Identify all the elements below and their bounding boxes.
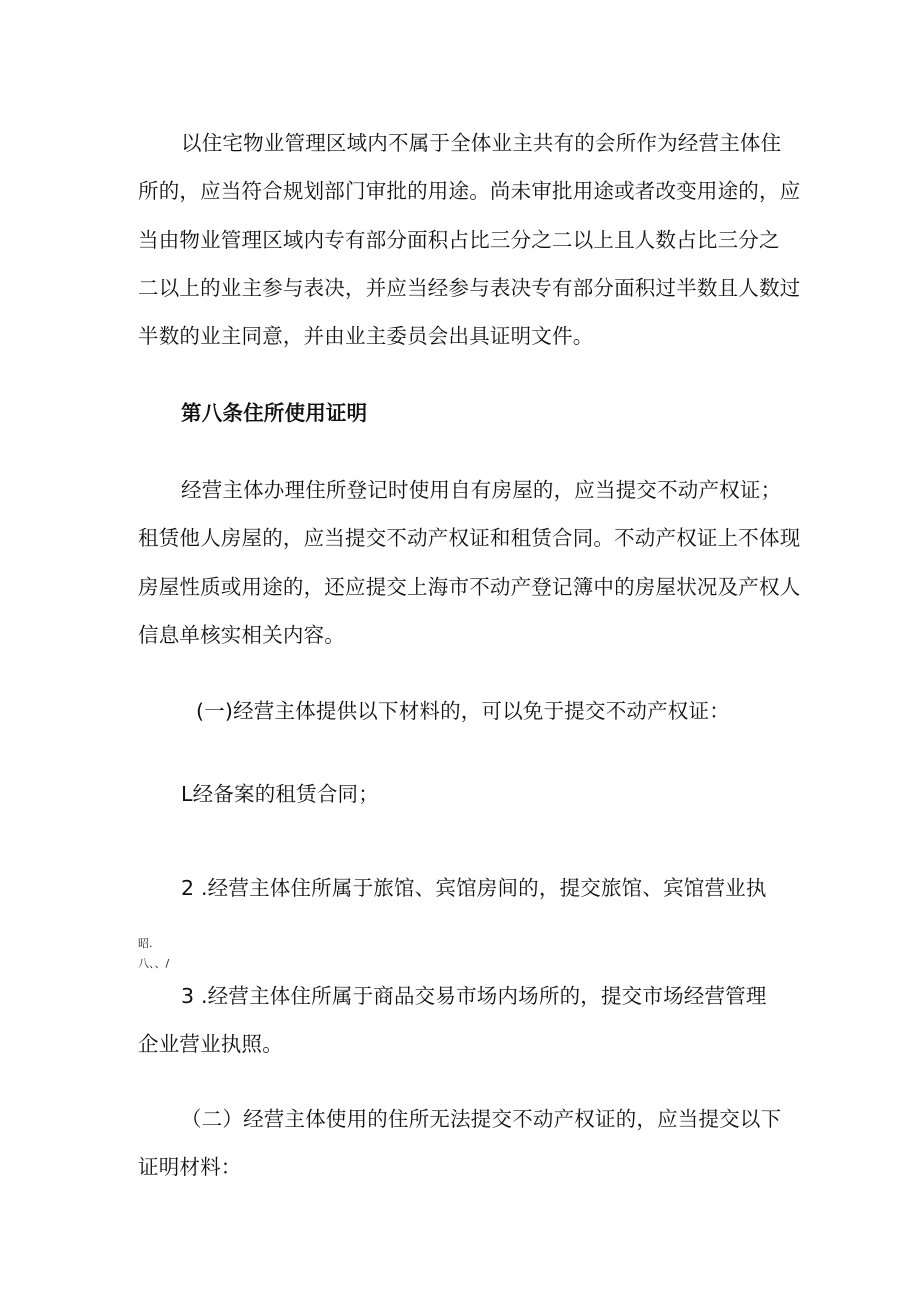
sub-item-3-line-1: 3 .经营主体住所属于商品交易市场内场所的，提交市场经营管理 xyxy=(181,984,767,1008)
paragraph-2-line-4: 信息单核实相关内容。 xyxy=(138,623,345,647)
item-two-line-1: （二）经营主体使用的住所无法提交不动产权证的，应当提交以下 xyxy=(181,1107,782,1131)
section-heading: 第八条住所使用证明 xyxy=(181,401,368,425)
sub-item-1: L经备案的租赁合同； xyxy=(181,782,379,806)
item-two-line-2: 证明材料： xyxy=(138,1155,242,1179)
sub-item-2: 2 .经营主体住所属于旅馆、宾馆房间的，提交旅馆、宾馆营业执 xyxy=(181,876,767,900)
paragraph-1-line-2: 所的，应当符合规划部门审批的用途。尚未审批用途或者改变用途的，应 xyxy=(138,179,801,203)
paragraph-2-line-1: 经营主体办理住所登记时使用自有房屋的，应当提交不动产权证； xyxy=(181,478,782,502)
sub-item-3-line-2: 企业营业执照。 xyxy=(138,1032,283,1056)
text-fragment-a: 昭. xyxy=(138,937,153,950)
paragraph-1-line-5: 半数的业主同意，并由业主委员会出具证明文件。 xyxy=(138,324,594,348)
paragraph-1-line-4: 二以上的业主参与表决，并应当经参与表决专有部分面积过半数且人数过 xyxy=(138,276,801,300)
paragraph-1-line-1: 以住宅物业管理区域内不属于全体业主共有的会所作为经营主体住 xyxy=(181,131,782,155)
item-one: (一)经营主体提供以下材料的，可以免于提交不动产权证： xyxy=(196,699,730,723)
text-fragment-b: 八、、/ xyxy=(138,957,170,970)
paragraph-2-line-2: 租赁他人房屋的，应当提交不动产权证和租赁合同。不动产权证上不体现 xyxy=(138,526,801,550)
paragraph-2-line-3: 房屋性质或用途的，还应提交上海市不动产登记簿中的房屋状况及产权人 xyxy=(138,575,801,599)
paragraph-1-line-3: 当由物业管理区域内专有部分面积占比三分之二以上且人数占比三分之 xyxy=(138,228,780,252)
